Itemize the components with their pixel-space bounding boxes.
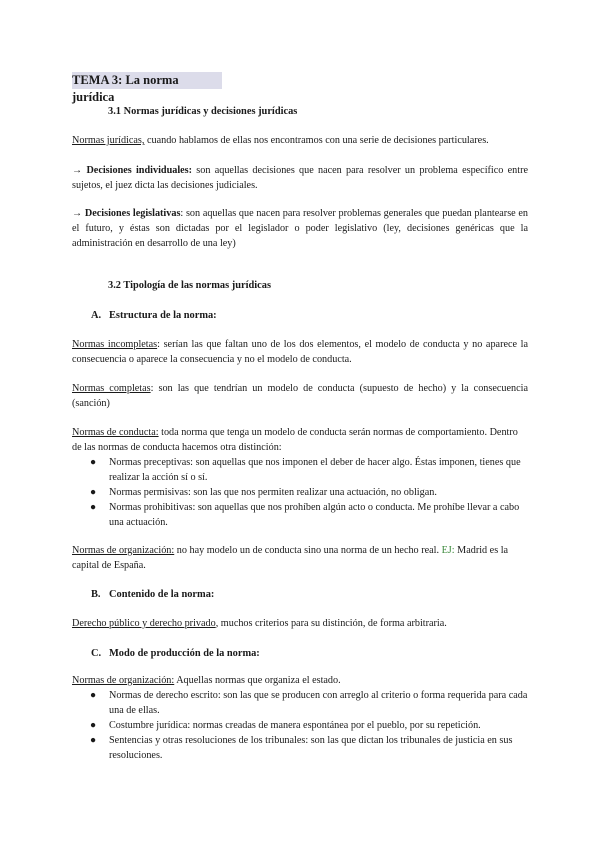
subsection-letter: A. — [91, 310, 102, 321]
paragraph-text: : son aquellas que nacen para resolver problemas generales que puedan plantearse en el futuro, y éstas son dictadas por el legislador o poder legislativo (ley, decisiones genéricas que la administración en desarrollo de una ley) — [72, 208, 528, 249]
paragraph-text: , muchos criterios para su distinción, de forma arbitraria. — [215, 618, 447, 629]
term-normas-de-conducta: Normas de conducta: — [72, 427, 159, 438]
subsection-heading-b — [91, 587, 214, 602]
term-normas-incompletas: Normas incompletas — [72, 339, 158, 350]
bullet-icon: ● — [90, 735, 97, 746]
term-derecho-publico-privado: Derecho público y derecho privado — [72, 618, 216, 629]
paragraph-normas-de-organizacion — [72, 543, 528, 573]
paragraph-normas-juridicas — [72, 133, 528, 148]
example-text: Madrid es la capital de España. — [72, 545, 509, 571]
bullet-icon: ● — [90, 457, 97, 468]
bullet-icon: ● — [90, 487, 97, 498]
paragraph-normas-completas — [72, 381, 528, 411]
paragraph-text: no hay modelo un de conducta sino una norma de un hecho real. — [174, 545, 442, 556]
paragraph-text: cuando hablamos de ellas nos encontramos con una serie de decisiones particulares. — [144, 135, 489, 146]
subsection-heading-a — [91, 308, 217, 323]
paragraph-decisiones-individuales — [72, 163, 528, 193]
bullet-icon: ● — [90, 690, 97, 701]
paragraph-text: : son las que tendrían un modelo de conducta (supuesto de hecho) y la consecuencia (sanción) — [72, 383, 528, 409]
section-heading-3-2: 3.2 Tipología de las normas jurídicas — [108, 280, 272, 291]
bullet-icon: ● — [90, 502, 97, 513]
term-normas-juridicas: Normas jurídicas, — [72, 135, 145, 146]
list-modo-de-produccion — [90, 688, 528, 763]
paragraph-normas-incompletas — [72, 337, 528, 367]
arrow-icon: → — [72, 165, 83, 176]
paragraph-text: Aquellas normas que organiza el estado. — [174, 675, 341, 686]
paragraph-normas-de-organizacion-c — [72, 673, 528, 688]
list-item — [90, 455, 528, 485]
list-item-text: Normas permisivas: son las que nos permiten realizar una actuación, no obligan. — [109, 487, 437, 498]
list-item-text: Normas prohibitivas: son aquellas que nos prohíben algún acto o conducta. Me prohíbe llevar a cabo una actuación. — [109, 502, 520, 528]
paragraph-decisiones-legislativas — [72, 206, 528, 251]
subsection-letter: C. — [91, 648, 102, 659]
subsection-heading-c — [91, 646, 260, 661]
paragraph-normas-de-conducta — [72, 425, 528, 455]
paragraph-text: toda norma que tenga un modelo de conducta serán normas de comportamiento. Dentro de las normas de conducta hacemos otra distinción: — [72, 427, 518, 453]
term-decisiones-legislativas: Decisiones legislativas — [82, 208, 181, 219]
section-heading-3-1: 3.1 Normas jurídicas y decisiones jurídicas — [108, 106, 298, 117]
list-item-text: Costumbre jurídica: normas creadas de manera espontánea por el pueblo, por su repetición. — [109, 720, 481, 731]
subsection-title: Modo de producción de la norma: — [109, 648, 260, 659]
list-normas-de-conducta — [90, 455, 528, 530]
paragraph-text: : serían las que faltan uno de los dos elementos, el modelo de conducta y no aparece la consecuencia o aparece la consecuencia y no el modelo de conducta. — [72, 339, 529, 365]
list-item — [90, 485, 528, 500]
list-item — [90, 733, 528, 763]
list-item-text: Normas de derecho escrito: son las que se producen con arreglo al criterio o forma requerida para cada una de ellas. — [109, 690, 528, 716]
list-item-text: Sentencias y otras resoluciones de los tribunales: son las que dictan los tribunales de justicia en sus resoluciones. — [109, 735, 513, 761]
paragraph-derecho-publico-privado — [72, 616, 528, 631]
subsection-title: Contenido de la norma: — [109, 589, 215, 600]
list-item-text: Normas preceptivas: son aquellas que nos imponen el deber de hacer algo. Éstas imponen, tienes que realizar la acción sí o sí. — [109, 457, 521, 483]
example-label: EJ: — [441, 545, 455, 556]
list-item — [90, 718, 528, 733]
term-normas-de-organizacion: Normas de organización: — [72, 675, 175, 686]
term-decisiones-individuales: Decisiones individuales: — [82, 165, 193, 176]
subsection-letter: B. — [91, 589, 101, 600]
bullet-icon: ● — [90, 720, 97, 731]
list-item — [90, 688, 528, 718]
term-normas-completas: Normas completas — [72, 383, 151, 394]
paragraph-text: son aquellas decisiones que nacen para resolver un problema específico entre sujetos, el juez dicta las decisiones judiciales. — [72, 165, 528, 191]
page-title: TEMA 3: La norma jurídica — [72, 72, 222, 89]
subsection-title: Estructura de la norma: — [109, 310, 217, 321]
list-item — [90, 500, 528, 530]
arrow-icon: → — [72, 208, 83, 219]
term-normas-de-organizacion: Normas de organización: — [72, 545, 175, 556]
